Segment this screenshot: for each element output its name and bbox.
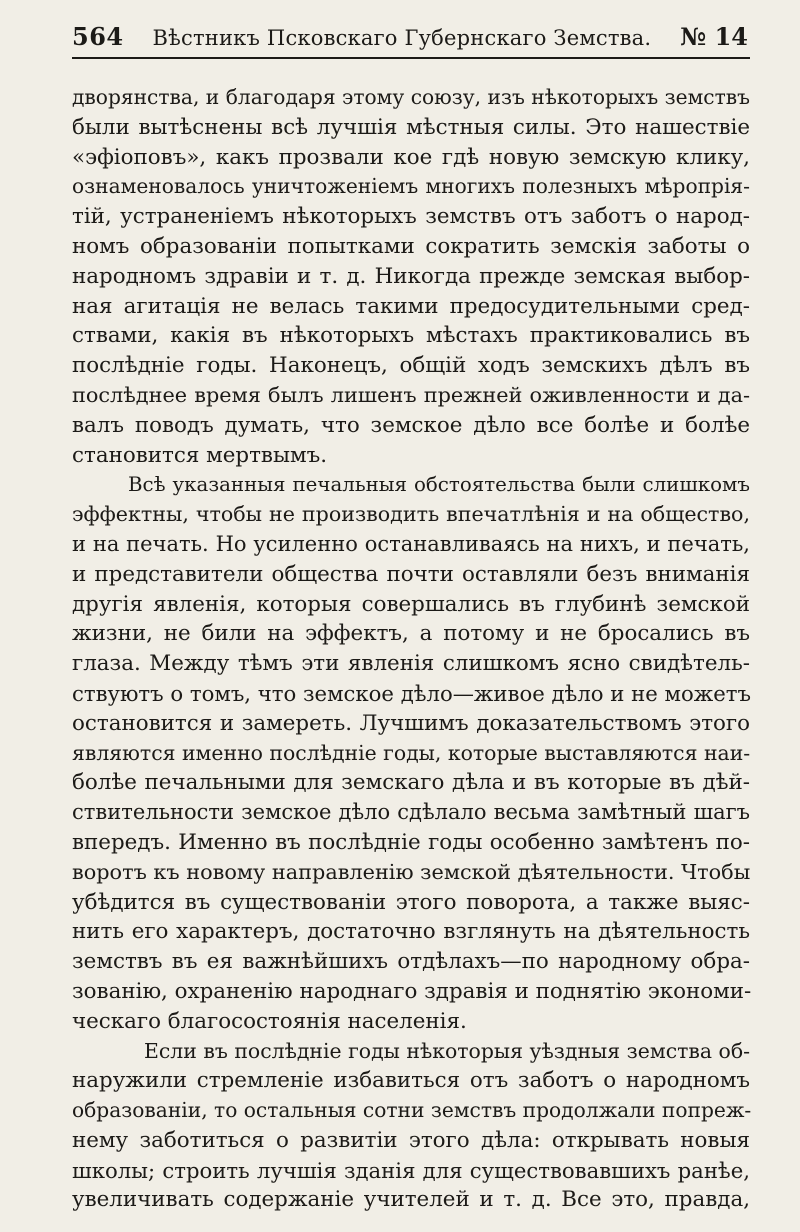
paragraph-first-line: Если въ послѣдніе годы нѣкоторыя уѣздныя земства об-	[144, 1038, 750, 1063]
text-line: ствительности земское дѣло сдѣлало весьма замѣтный шагъ	[72, 800, 750, 825]
text-line: остановится и замереть. Лучшимъ доказательствомъ этого	[72, 710, 750, 736]
text-line: нить его характеръ, достаточно взглянуть на дѣятельность	[72, 919, 750, 945]
text-line: валъ поводъ думать, что земское дѣло все болѣе и болѣе	[72, 412, 750, 438]
text-line: болѣе печальными для земскаго дѣла и въ которые въ дѣй-	[72, 770, 750, 796]
text-line: ствами, какія въ нѣкоторыхъ мѣстахъ практиковались въ	[72, 323, 750, 349]
text-line: земствъ въ ея важнѣйшихъ отдѣлахъ—по народному обра-	[72, 949, 750, 975]
text-line: ная агитація не велась такими предосудительными сред-	[72, 293, 750, 319]
journal-title: Вѣстникъ Псковскаго Губернскаго Земства.	[152, 26, 652, 50]
text-line: ствуютъ о томъ, что земское дѣло—живое дѣло и не можетъ	[72, 680, 751, 706]
text-line: послѣднее время былъ лишенъ прежней оживленности и да-	[72, 382, 750, 407]
text-line: «эфіоповъ», какъ прозвали кое гдѣ новую земскую клику,	[72, 144, 750, 170]
text-line: народномъ здравіи и т. д. Никогда прежде земская выбор-	[72, 263, 750, 289]
text-line: послѣдніе годы. Наконецъ, общій ходъ земскихъ дѣлъ въ	[72, 353, 750, 379]
text-line: глаза. Между тѣмъ эти явленія слишкомъ ясно свидѣтель-	[72, 651, 750, 677]
text-line: номъ образованіи попытками сократить земскія заботы о	[72, 233, 750, 259]
text-line: школы; строить лучшія зданія для существовавшихъ ранѣе,	[72, 1157, 750, 1183]
running-header	[72, 22, 750, 54]
text-line: и представители общества почти оставляли безъ вниманія	[72, 561, 750, 587]
text-line: воротъ къ новому направленію земской дѣятельности. Чтобы	[72, 859, 751, 884]
text-line: дворянства, и благодаря этому союзу, изъ нѣкоторыхъ земствъ	[72, 85, 750, 109]
text-line: тій, устраненіемъ нѣкоторыхъ земствъ отъ заботъ о народ-	[72, 204, 750, 230]
text-line: образованіи, то остальныя сотни земствъ продолжали попреж-	[72, 1098, 752, 1123]
body-text	[72, 83, 750, 1215]
text-line: жизни, не били на эффектъ, а потому и не бросались въ	[72, 621, 750, 647]
text-line: эффектны, чтобы не производить впечатлѣнія и на общество,	[72, 502, 750, 527]
page-number: 564	[72, 22, 124, 51]
text-line: являются именно послѣдніе годы, которые выставляются наи-	[72, 740, 751, 765]
text-line: нему заботиться о развитіи этого дѣла: открывать новыя	[72, 1127, 750, 1153]
text-line: другія явленія, которыя совершались въ глубинѣ земской	[72, 591, 750, 617]
header-rule	[72, 57, 750, 59]
text-line: и на печать. Но усиленно останавливаясь на нихъ, и печать,	[72, 531, 750, 556]
text-line: ознаменовалось уничтоженіемъ многихъ полезныхъ мѣропрія-	[72, 174, 750, 199]
text-line: увеличивать содержаніе учителей и т. д. Все это, правда,	[72, 1187, 750, 1213]
text-line: убѣдится въ существованіи этого поворота, а также выяс-	[72, 889, 750, 915]
text-line: были вытѣснены всѣ лучшія мѣстныя силы. Это нашествіе	[72, 114, 750, 140]
issue-number: № 14	[680, 22, 748, 51]
text-line: ческаго благосостоянія населенія.	[72, 1008, 467, 1034]
text-line: наружили стремленіе избавиться отъ заботъ о народномъ	[72, 1068, 750, 1094]
text-line: впередъ. Именно въ послѣдніе годы особенно замѣтенъ по-	[72, 829, 750, 855]
text-line: становится мертвымъ.	[72, 442, 328, 468]
text-line: зованію, охраненію народнаго здравія и поднятію экономи-	[72, 978, 752, 1004]
paragraph-first-line: Всѣ указанныя печальныя обстоятельства были слишкомъ	[128, 473, 750, 497]
